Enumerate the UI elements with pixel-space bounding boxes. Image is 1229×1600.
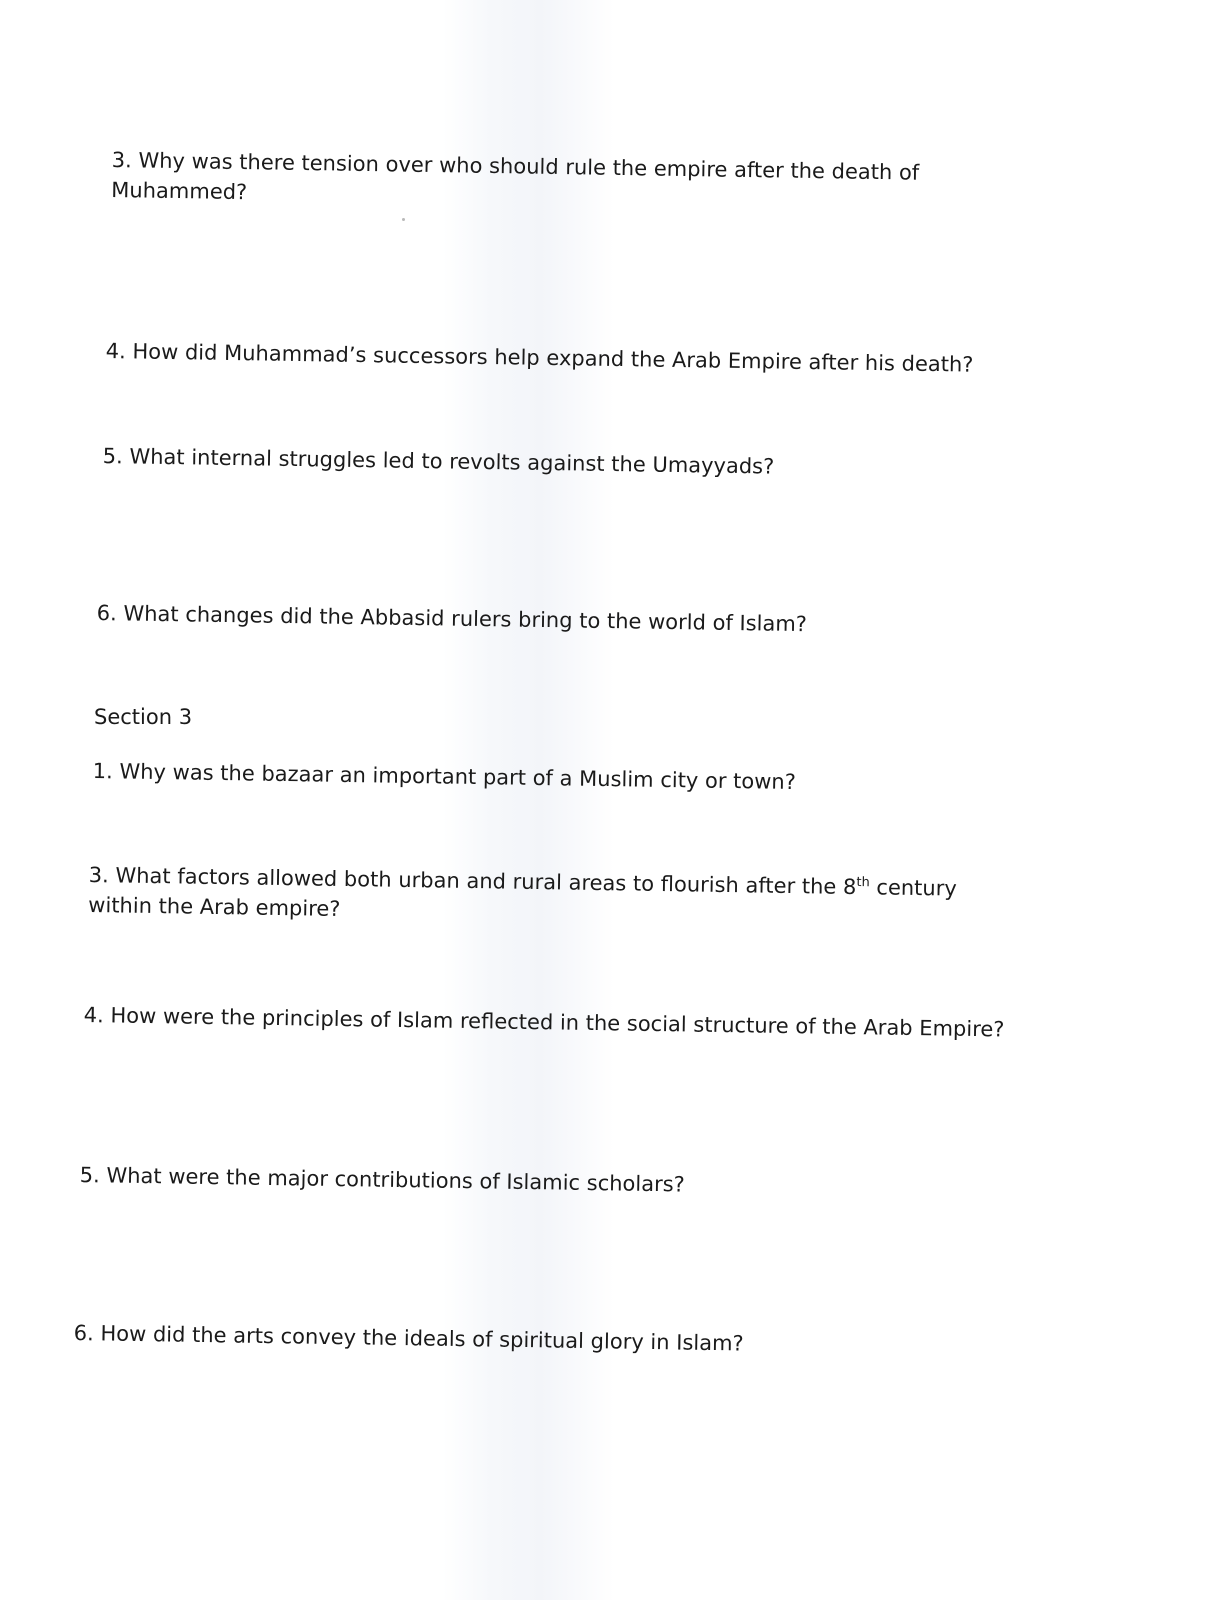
question-s2-4	[106, 336, 974, 380]
question-s2-3-line2: Muhammed?	[111, 177, 248, 205]
question-s3-5	[80, 1160, 686, 1200]
question-s3-3	[88, 860, 957, 934]
question-s3-4-line1: 4. How were the principles of Islam reflected in the social structure of the Arab Empire?	[83, 1002, 1005, 1042]
scan-speck	[402, 218, 405, 221]
question-s3-3-text: 3. What factors allowed both urban and rural areas to flourish after the 8	[88, 862, 857, 900]
question-s2-5	[103, 441, 775, 482]
ordinal-suffix: th	[856, 875, 870, 891]
question-s3-6	[74, 1318, 744, 1359]
section-3-heading: Section 3	[94, 705, 193, 729]
question-s3-6-line1: 6. How did the arts convey the ideals of spiritual glory in Islam?	[73, 1320, 744, 1356]
question-s3-4	[84, 1000, 1005, 1044]
question-s3-1	[93, 756, 797, 797]
question-s2-3-line1: 3. Why was there tension over who should rule the empire after the death of	[111, 147, 920, 185]
question-s3-5-line1: 5. What were the major contributions of Islamic scholars?	[79, 1162, 685, 1197]
question-s3-3-text-end: century	[869, 875, 957, 901]
question-s3-1-line1: 1. Why was the bazaar an important part of a Muslim city or town?	[92, 758, 797, 795]
question-s2-4-line1: 4. How did Muhammad’s successors help expand the Arab Empire after his death?	[105, 338, 974, 377]
question-s2-3	[111, 145, 919, 218]
question-s2-5-line1: 5. What internal struggles led to revolts against the Umayyads?	[102, 443, 775, 479]
question-s3-3-line2: within the Arab empire?	[88, 892, 341, 921]
question-s2-6	[97, 598, 808, 639]
question-s2-6-line1: 6. What changes did the Abbasid rulers bring to the world of Islam?	[96, 600, 808, 637]
